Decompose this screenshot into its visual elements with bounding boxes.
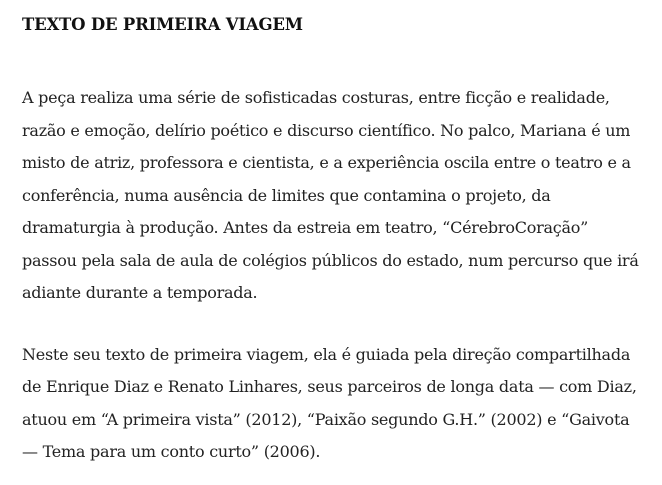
paragraph-2: Neste seu texto de primeira viagem, ela é guiada pela direção compartilhada de Enrique Diaz e Renato Linhares, seus parceiros de longa data — com Diaz, atuou em “A primeira vista” (2012), “Paixão segundo G.H.” (2002) e “Gaivota — Tema para um conto curto” (2006).: [22, 344, 637, 461]
article: [22, 10, 646, 469]
paragraph-1: A peça realiza uma série de sofisticadas costuras, entre ficção e realidade, razão e emoção, delírio poético e discurso científico. No palco, Mariana é um misto de atriz, professora e cientista, e a experiência oscila entre o teatro e a conferência, numa ausência de limites que contamina o projeto, da dramaturgia à produção. Antes da estreia em teatro, “CérebroCoração” passou pela sala de aula de colégios públicos do estado, num percurso que irá adiante durante a temporada.: [22, 88, 639, 302]
section-heading: TEXTO DE PRIMEIRA VIAGEM: [22, 15, 303, 34]
